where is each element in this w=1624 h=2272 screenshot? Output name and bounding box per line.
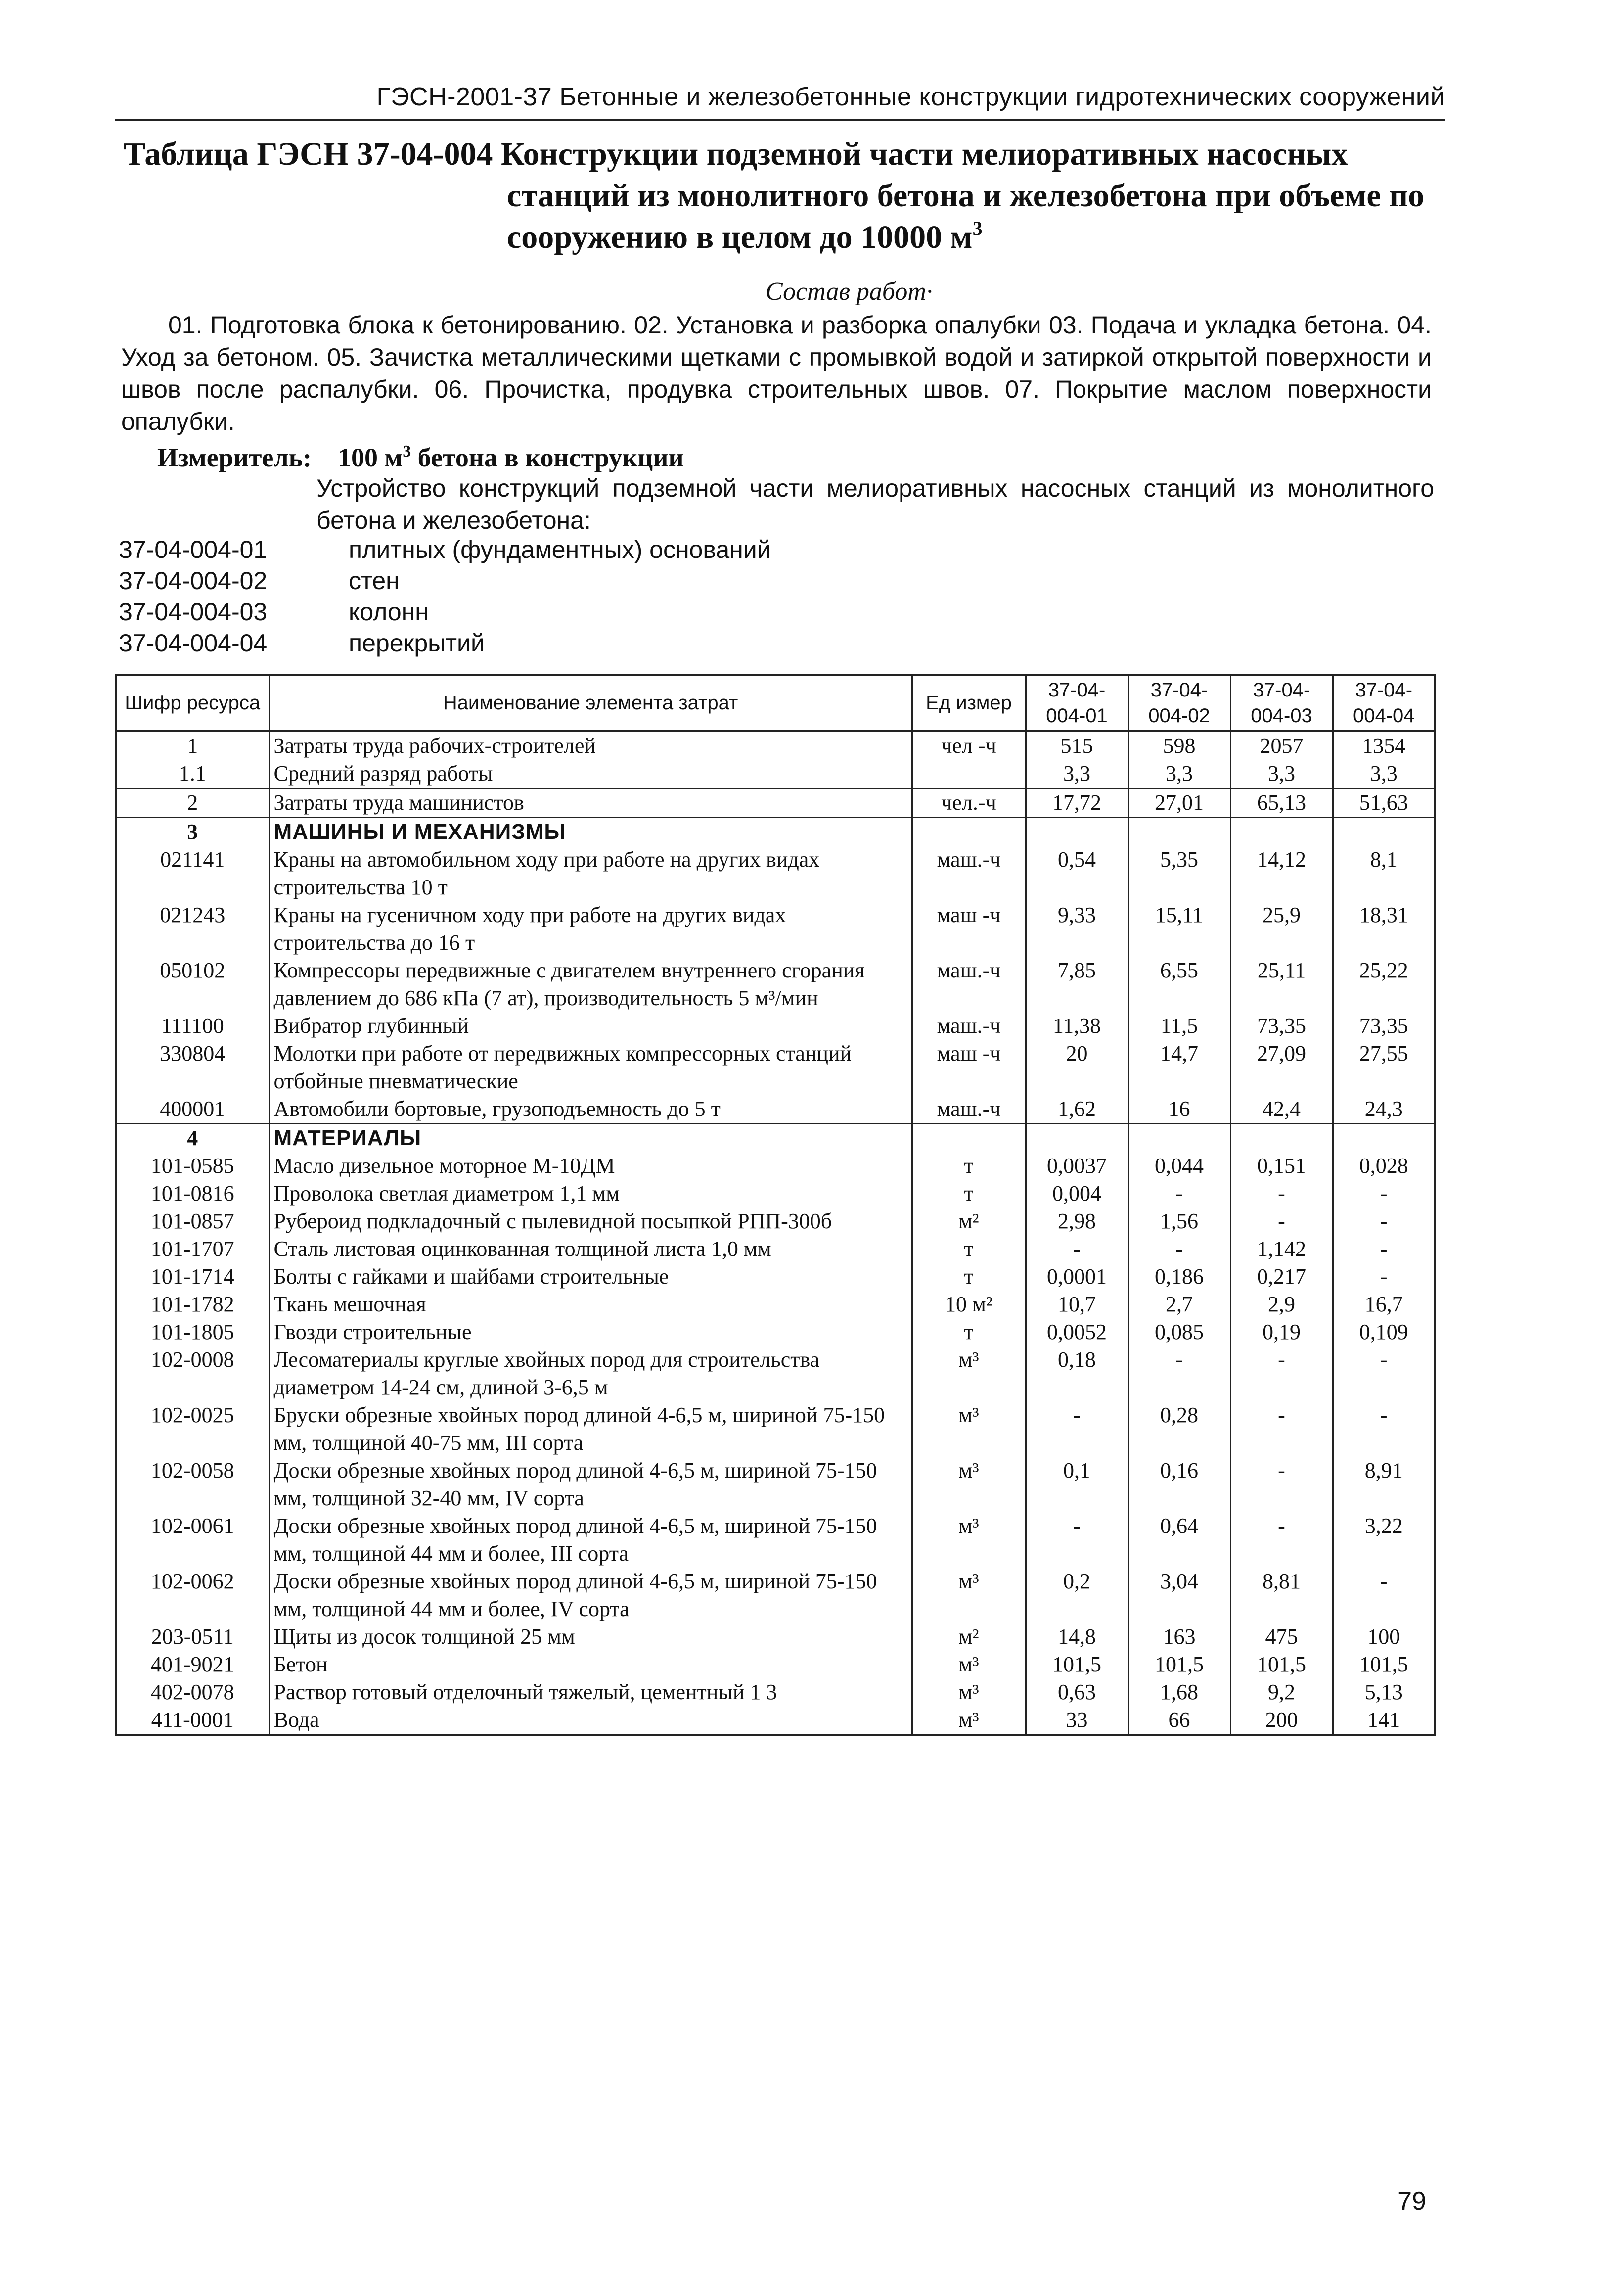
value-cell-2: 0,085 bbox=[1128, 1318, 1230, 1346]
table-row bbox=[116, 1152, 1435, 1180]
table-section-row bbox=[116, 818, 1435, 846]
value-cell-1: - bbox=[1026, 1401, 1128, 1457]
value-cell-1: 0,004 bbox=[1026, 1180, 1128, 1207]
value-cell-1: 0,0001 bbox=[1026, 1263, 1128, 1291]
table-row bbox=[116, 1457, 1435, 1512]
norm-code-list bbox=[119, 534, 771, 659]
unit-cell: маш.-ч bbox=[912, 957, 1026, 1012]
value-cell-4: 0,028 bbox=[1333, 1152, 1435, 1180]
resource-code-cell: 111100 bbox=[116, 1012, 269, 1040]
value-cell-2: 66 bbox=[1128, 1706, 1230, 1735]
value-cell-1: 0,63 bbox=[1026, 1678, 1128, 1706]
value-cell-1: 2,98 bbox=[1026, 1207, 1128, 1235]
page-number: 79 bbox=[1398, 2187, 1426, 2216]
value-cell-3: 25,9 bbox=[1230, 901, 1333, 957]
norm-code-desc: стен bbox=[349, 567, 400, 595]
value-cell-1: 0,0052 bbox=[1026, 1318, 1128, 1346]
measurement-value-prefix: 100 м bbox=[338, 443, 403, 472]
value-cell-3: 0,217 bbox=[1230, 1263, 1333, 1291]
value-cell-3: 42,4 bbox=[1230, 1095, 1333, 1124]
unit-cell: м³ bbox=[912, 1401, 1026, 1457]
table-row bbox=[116, 957, 1435, 1012]
title-line-3 bbox=[124, 217, 1449, 258]
resource-code-cell: 4 bbox=[116, 1124, 269, 1153]
table-row bbox=[116, 1263, 1435, 1291]
value-cell-4: 8,91 bbox=[1333, 1457, 1435, 1512]
unit-cell: м³ bbox=[912, 1651, 1026, 1678]
norm-code: 37-04-004-03 bbox=[119, 598, 268, 626]
resource-code-cell: 102-0062 bbox=[116, 1568, 269, 1623]
value-cell-3: 0,151 bbox=[1230, 1152, 1333, 1180]
resource-code-cell: 101-1714 bbox=[116, 1263, 269, 1291]
value-cell-4: - bbox=[1333, 1568, 1435, 1623]
value-cell-2: 1,68 bbox=[1128, 1678, 1230, 1706]
resource-code-cell: 411-0001 bbox=[116, 1706, 269, 1735]
table-row bbox=[116, 1651, 1435, 1678]
value-cell-1: 10,7 bbox=[1026, 1291, 1128, 1318]
value-cell-2: 1,56 bbox=[1128, 1207, 1230, 1235]
value-cell-4: 3,22 bbox=[1333, 1512, 1435, 1568]
value-cell-4: - bbox=[1333, 1180, 1435, 1207]
resource-name-cell: Автомобили бортовые, грузоподъемность до 5 т bbox=[269, 1095, 912, 1124]
value-cell-4: - bbox=[1333, 1207, 1435, 1235]
resource-name-cell: Рубероид подкладочный с пылевидной посыпкой РПП-300б bbox=[269, 1207, 912, 1235]
value-cell-3: 27,09 bbox=[1230, 1040, 1333, 1095]
value-cell-2: 6,55 bbox=[1128, 957, 1230, 1012]
header-name: Наименование элемента затрат bbox=[269, 675, 912, 731]
value-cell-2: 3,04 bbox=[1128, 1568, 1230, 1623]
norm-code-row bbox=[119, 628, 771, 659]
resource-code-cell: 402-0078 bbox=[116, 1678, 269, 1706]
title-line-1: Таблица ГЭСН 37-04-004 Конструкции подземной части мелиоративных насосных bbox=[124, 136, 1348, 172]
resource-name-cell: Масло дизельное моторное М-10ДМ bbox=[269, 1152, 912, 1180]
unit-cell: м² bbox=[912, 1207, 1026, 1235]
table-row bbox=[116, 1623, 1435, 1651]
value-cell-3: 2057 bbox=[1230, 731, 1333, 760]
value-cell-1: 0,54 bbox=[1026, 846, 1128, 901]
resource-code-cell: 021141 bbox=[116, 846, 269, 901]
value-cell-3: 2,9 bbox=[1230, 1291, 1333, 1318]
title-line-3-text: сооружению в целом до 10000 м bbox=[507, 219, 973, 255]
norm-code: 37-04-004-02 bbox=[119, 567, 268, 595]
resource-code-cell: 3 bbox=[116, 818, 269, 846]
norm-code-desc: плитных (фундаментных) оснований bbox=[349, 536, 771, 563]
value-cell-2: 0,16 bbox=[1128, 1457, 1230, 1512]
value-cell-2: 15,11 bbox=[1128, 901, 1230, 957]
value-cell-2: 0,28 bbox=[1128, 1401, 1230, 1457]
value-cell-2: 5,35 bbox=[1128, 846, 1230, 901]
resource-code-cell: 203-0511 bbox=[116, 1623, 269, 1651]
value-cell-1: 1,62 bbox=[1026, 1095, 1128, 1124]
value-cell-3: - bbox=[1230, 1401, 1333, 1457]
resource-name-cell: Средний разряд работы bbox=[269, 760, 912, 788]
measurement-unit bbox=[157, 440, 684, 475]
value-cell-3: 0,19 bbox=[1230, 1318, 1333, 1346]
unit-cell: т bbox=[912, 1152, 1026, 1180]
measurement-value bbox=[338, 443, 684, 472]
value-cell-3 bbox=[1230, 818, 1333, 846]
value-cell-1 bbox=[1026, 1124, 1128, 1153]
value-cell-4: 25,22 bbox=[1333, 957, 1435, 1012]
value-cell-1 bbox=[1026, 818, 1128, 846]
value-cell-2: - bbox=[1128, 1346, 1230, 1401]
resource-code-cell: 050102 bbox=[116, 957, 269, 1012]
resource-code-cell: 101-0585 bbox=[116, 1152, 269, 1180]
value-cell-4: 24,3 bbox=[1333, 1095, 1435, 1124]
value-cell-2 bbox=[1128, 818, 1230, 846]
table-row bbox=[116, 788, 1435, 818]
value-cell-4: - bbox=[1333, 1401, 1435, 1457]
resource-code-cell: 1.1 bbox=[116, 760, 269, 788]
header-unit: Ед измер bbox=[912, 675, 1026, 731]
resource-name-cell: Бетон bbox=[269, 1651, 912, 1678]
resource-code-cell: 400001 bbox=[116, 1095, 269, 1124]
table-row bbox=[116, 1318, 1435, 1346]
unit-cell: м² bbox=[912, 1623, 1026, 1651]
value-cell-2: 0,64 bbox=[1128, 1512, 1230, 1568]
resource-name-cell: Молотки при работе от передвижных компрессорных станций отбойные пневматические bbox=[269, 1040, 912, 1095]
value-cell-2 bbox=[1128, 1124, 1230, 1153]
resource-code-cell: 401-9021 bbox=[116, 1651, 269, 1678]
resource-name-cell: Сталь листовая оцинкованная толщиной листа 1,0 мм bbox=[269, 1235, 912, 1263]
resource-code-cell: 102-0025 bbox=[116, 1401, 269, 1457]
value-cell-4: 27,55 bbox=[1333, 1040, 1435, 1095]
value-cell-3: 101,5 bbox=[1230, 1651, 1333, 1678]
value-cell-1: 33 bbox=[1026, 1706, 1128, 1735]
resource-code-cell: 1 bbox=[116, 731, 269, 760]
header-code: Шифр ресурса bbox=[116, 675, 269, 731]
value-cell-4: 1354 bbox=[1333, 731, 1435, 760]
table-row bbox=[116, 1568, 1435, 1623]
resource-code-cell: 102-0058 bbox=[116, 1457, 269, 1512]
resource-code-cell: 102-0008 bbox=[116, 1346, 269, 1401]
title-line-2: станций из монолитного бетона и железобетона при объеме по bbox=[507, 178, 1425, 214]
unit-cell: чел.-ч bbox=[912, 788, 1026, 818]
table-header-row bbox=[116, 675, 1435, 731]
resource-name-cell: Краны на автомобильном ходу при работе на других видах строительства 10 т bbox=[269, 846, 912, 901]
value-cell-2: 27,01 bbox=[1128, 788, 1230, 818]
value-cell-1: 0,1 bbox=[1026, 1457, 1128, 1512]
resource-name-cell: Бруски обрезные хвойных пород длиной 4-6,5 м, шириной 75-150 мм, толщиной 40-75 мм, III сорта bbox=[269, 1401, 912, 1457]
unit-cell: т bbox=[912, 1263, 1026, 1291]
unit-cell: маш -ч bbox=[912, 1040, 1026, 1095]
unit-cell bbox=[912, 1124, 1026, 1153]
value-cell-4: 73,35 bbox=[1333, 1012, 1435, 1040]
value-cell-4: 141 bbox=[1333, 1706, 1435, 1735]
table-row bbox=[116, 1401, 1435, 1457]
header-col-2: 37-04-004-02 bbox=[1128, 675, 1230, 731]
value-cell-3: 200 bbox=[1230, 1706, 1333, 1735]
value-cell-4: - bbox=[1333, 1235, 1435, 1263]
value-cell-4: 18,31 bbox=[1333, 901, 1435, 957]
table-row bbox=[116, 1346, 1435, 1401]
value-cell-3: 8,81 bbox=[1230, 1568, 1333, 1623]
running-header: ГЭСН-2001-37 Бетонные и железобетонные конструкции гидротехнических сооружений bbox=[115, 79, 1445, 121]
norm-code-row bbox=[119, 565, 771, 597]
unit-cell: м³ bbox=[912, 1706, 1026, 1735]
work-composition-heading: Состав работ· bbox=[766, 278, 933, 306]
value-cell-2: 2,7 bbox=[1128, 1291, 1230, 1318]
value-cell-4: 16,7 bbox=[1333, 1291, 1435, 1318]
resource-code-cell: 101-1707 bbox=[116, 1235, 269, 1263]
measurement-label: Измеритель: bbox=[157, 443, 312, 472]
table-row bbox=[116, 731, 1435, 760]
unit-cell bbox=[912, 818, 1026, 846]
intro-text: Устройство конструкций подземной части мелиоративных насосных станций из монолитного бетона и железобетона: bbox=[316, 474, 1434, 534]
resource-name-cell: Компрессоры передвижные с двигателем внутреннего сгорания давлением до 686 кПа (7 ат), производительность 5 м³/мин bbox=[269, 957, 912, 1012]
table-row bbox=[116, 1291, 1435, 1318]
value-cell-2: 0,044 bbox=[1128, 1152, 1230, 1180]
resource-table bbox=[115, 674, 1436, 1736]
norm-code-desc: перекрытий bbox=[349, 629, 485, 657]
value-cell-1: 11,38 bbox=[1026, 1012, 1128, 1040]
resource-name-cell: Вода bbox=[269, 1706, 912, 1735]
value-cell-2: 598 bbox=[1128, 731, 1230, 760]
resource-name-cell: Проволока светлая диаметром 1,1 мм bbox=[269, 1180, 912, 1207]
table-body bbox=[116, 731, 1435, 1735]
table-row bbox=[116, 1095, 1435, 1124]
table-section-row bbox=[116, 1124, 1435, 1153]
unit-cell bbox=[912, 760, 1026, 788]
unit-cell: маш.-ч bbox=[912, 846, 1026, 901]
resource-name-cell: Доски обрезные хвойных пород длиной 4-6,5 м, шириной 75-150 мм, толщиной 44 мм и более, III сорта bbox=[269, 1512, 912, 1568]
unit-cell: т bbox=[912, 1235, 1026, 1263]
resource-code-cell: 021243 bbox=[116, 901, 269, 957]
table-row bbox=[116, 1512, 1435, 1568]
value-cell-3: - bbox=[1230, 1346, 1333, 1401]
resource-name-cell: Ткань мешочная bbox=[269, 1291, 912, 1318]
value-cell-1: 20 bbox=[1026, 1040, 1128, 1095]
measurement-superscript: 3 bbox=[403, 442, 411, 461]
value-cell-4: 0,109 bbox=[1333, 1318, 1435, 1346]
value-cell-3 bbox=[1230, 1124, 1333, 1153]
table-row bbox=[116, 1207, 1435, 1235]
table-row bbox=[116, 1678, 1435, 1706]
resource-name-cell: Затраты труда машинистов bbox=[269, 788, 912, 818]
value-cell-1: - bbox=[1026, 1235, 1128, 1263]
value-cell-3: - bbox=[1230, 1180, 1333, 1207]
measurement-value-suffix: бетона в конструкции bbox=[411, 443, 684, 472]
resource-name-cell: Затраты труда рабочих-строителей bbox=[269, 731, 912, 760]
unit-cell: м³ bbox=[912, 1346, 1026, 1401]
resource-code-cell: 101-0816 bbox=[116, 1180, 269, 1207]
resource-name-cell: Болты с гайками и шайбами строительные bbox=[269, 1263, 912, 1291]
value-cell-3: 73,35 bbox=[1230, 1012, 1333, 1040]
table-row bbox=[116, 846, 1435, 901]
resource-code-cell: 101-0857 bbox=[116, 1207, 269, 1235]
unit-cell: т bbox=[912, 1180, 1026, 1207]
value-cell-4: 8,1 bbox=[1333, 846, 1435, 901]
unit-cell: м³ bbox=[912, 1678, 1026, 1706]
value-cell-4 bbox=[1333, 818, 1435, 846]
work-composition-text: 01. Подготовка блока к бетонированию. 02. Установка и разборка опалубки 03. Подача и укладка бетона. 04. Уход за бетоном. 05. Зачистка металлическими щетками с промывкой водой и затиркой открытой поверхности и швов после распалубки. 06. Прочистка, продувка строительных швов. 07. Покрытие маслом поверхности опалубки. bbox=[121, 311, 1432, 435]
header-col-3: 37-04-004-03 bbox=[1230, 675, 1333, 731]
resource-code-cell: 102-0061 bbox=[116, 1512, 269, 1568]
resource-name-cell: Доски обрезные хвойных пород длиной 4-6,5 м, шириной 75-150 мм, толщиной 32-40 мм, IV сорта bbox=[269, 1457, 912, 1512]
resource-name-cell: МАТЕРИАЛЫ bbox=[269, 1124, 912, 1153]
value-cell-1: 101,5 bbox=[1026, 1651, 1128, 1678]
value-cell-1: 515 bbox=[1026, 731, 1128, 760]
resource-name-cell: Щиты из досок толщиной 25 мм bbox=[269, 1623, 912, 1651]
unit-cell: маш.-ч bbox=[912, 1095, 1026, 1124]
value-cell-2: 16 bbox=[1128, 1095, 1230, 1124]
resource-name-cell: Раствор готовый отделочный тяжелый, цементный 1 3 bbox=[269, 1678, 912, 1706]
value-cell-4: 3,3 bbox=[1333, 760, 1435, 788]
value-cell-2: 101,5 bbox=[1128, 1651, 1230, 1678]
table-row bbox=[116, 1012, 1435, 1040]
value-cell-4: 100 bbox=[1333, 1623, 1435, 1651]
unit-cell: маш -ч bbox=[912, 901, 1026, 957]
value-cell-1: - bbox=[1026, 1512, 1128, 1568]
value-cell-1: 17,72 bbox=[1026, 788, 1128, 818]
resource-name-cell: Краны на гусеничном ходу при работе на других видах строительства до 16 т bbox=[269, 901, 912, 957]
value-cell-3: 9,2 bbox=[1230, 1678, 1333, 1706]
value-cell-1: 9,33 bbox=[1026, 901, 1128, 957]
value-cell-4: - bbox=[1333, 1263, 1435, 1291]
table-row bbox=[116, 1040, 1435, 1095]
unit-cell: маш.-ч bbox=[912, 1012, 1026, 1040]
table-row bbox=[116, 1180, 1435, 1207]
value-cell-3: 475 bbox=[1230, 1623, 1333, 1651]
value-cell-1: 14,8 bbox=[1026, 1623, 1128, 1651]
norm-code: 37-04-004-01 bbox=[119, 536, 268, 563]
value-cell-2: - bbox=[1128, 1180, 1230, 1207]
resource-code-cell: 101-1782 bbox=[116, 1291, 269, 1318]
header-col-4: 37-04-004-04 bbox=[1333, 675, 1435, 731]
resource-name-cell: Доски обрезные хвойных пород длиной 4-6,5 м, шириной 75-150 мм, толщиной 44 мм и более, IV сорта bbox=[269, 1568, 912, 1623]
value-cell-1: 0,0037 bbox=[1026, 1152, 1128, 1180]
unit-cell: м³ bbox=[912, 1512, 1026, 1568]
norm-code-row bbox=[119, 534, 771, 565]
table-row bbox=[116, 1706, 1435, 1735]
resource-name-cell: Гвозди строительные bbox=[269, 1318, 912, 1346]
table-title bbox=[124, 134, 1449, 258]
resource-code-cell: 2 bbox=[116, 788, 269, 818]
value-cell-2: - bbox=[1128, 1235, 1230, 1263]
value-cell-3: - bbox=[1230, 1457, 1333, 1512]
value-cell-1: 0,18 bbox=[1026, 1346, 1128, 1401]
value-cell-1: 3,3 bbox=[1026, 760, 1128, 788]
value-cell-3: 14,12 bbox=[1230, 846, 1333, 901]
unit-cell: чел -ч bbox=[912, 731, 1026, 760]
value-cell-4: - bbox=[1333, 1346, 1435, 1401]
resource-name-cell: МАШИНЫ И МЕХАНИЗМЫ bbox=[269, 818, 912, 846]
value-cell-3: 3,3 bbox=[1230, 760, 1333, 788]
value-cell-4: 51,63 bbox=[1333, 788, 1435, 818]
value-cell-3: 65,13 bbox=[1230, 788, 1333, 818]
value-cell-3: - bbox=[1230, 1207, 1333, 1235]
table-row bbox=[116, 1235, 1435, 1263]
value-cell-2: 14,7 bbox=[1128, 1040, 1230, 1095]
unit-cell: м³ bbox=[912, 1568, 1026, 1623]
norm-code-row bbox=[119, 597, 771, 628]
value-cell-3: - bbox=[1230, 1512, 1333, 1568]
header-col-1: 37-04-004-01 bbox=[1026, 675, 1128, 731]
value-cell-3: 25,11 bbox=[1230, 957, 1333, 1012]
value-cell-4 bbox=[1333, 1124, 1435, 1153]
unit-cell: 10 м² bbox=[912, 1291, 1026, 1318]
title-superscript: 3 bbox=[972, 217, 983, 239]
resource-name-cell: Вибратор глубинный bbox=[269, 1012, 912, 1040]
value-cell-1: 0,2 bbox=[1026, 1568, 1128, 1623]
table-row bbox=[116, 901, 1435, 957]
value-cell-2: 3,3 bbox=[1128, 760, 1230, 788]
value-cell-1: 7,85 bbox=[1026, 957, 1128, 1012]
value-cell-4: 5,13 bbox=[1333, 1678, 1435, 1706]
norm-code: 37-04-004-04 bbox=[119, 629, 268, 657]
resource-name-cell: Лесоматериалы круглые хвойных пород для строительства диаметром 14-24 см, длиной 3-6,5 м bbox=[269, 1346, 912, 1401]
value-cell-2: 163 bbox=[1128, 1623, 1230, 1651]
resource-code-cell: 101-1805 bbox=[116, 1318, 269, 1346]
table-row bbox=[116, 760, 1435, 788]
unit-cell: м³ bbox=[912, 1457, 1026, 1512]
value-cell-2: 0,186 bbox=[1128, 1263, 1230, 1291]
value-cell-2: 11,5 bbox=[1128, 1012, 1230, 1040]
norm-code-desc: колонн bbox=[349, 598, 429, 626]
value-cell-4: 101,5 bbox=[1333, 1651, 1435, 1678]
resource-code-cell: 330804 bbox=[116, 1040, 269, 1095]
unit-cell: т bbox=[912, 1318, 1026, 1346]
value-cell-3: 1,142 bbox=[1230, 1235, 1333, 1263]
